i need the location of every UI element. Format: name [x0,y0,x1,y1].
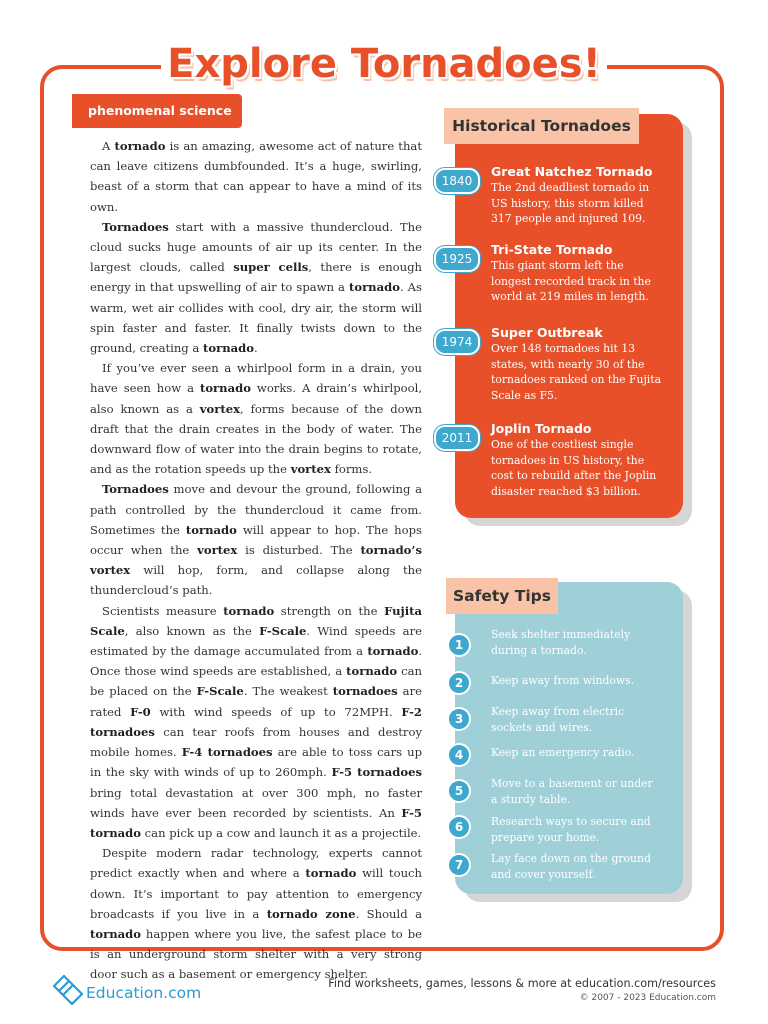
event-item [491,164,663,227]
keyword: tornado [367,644,419,659]
keyword: vortex [290,462,331,477]
keyword: tornado [185,522,237,537]
keyword: F-0 [130,704,151,719]
keyword: Fujita Scale [90,603,423,638]
keyword: super cells [233,260,309,275]
event-name: Super Outbreak [491,325,603,340]
event-description: One of the costliest single tornadoes in US history, the cost to rebuild after the Joplin disaster reached $3 billion. [491,438,657,498]
tip-text: Move to a basement or under a sturdy table. [491,777,653,806]
event-item [491,421,663,499]
keyword: tornadoes [332,684,398,699]
paragraph-3: If you’ve ever seen a whirlpool form in a drain, you have seen how a tornado works. A drain’s whirlpool, also known as a vortex, forms because of the down draft that the drain creates in the body of water. The downward flow of water into the drain begins to rotate, and as the rotation speeds up the vortex forms. [90,361,422,477]
keyword: tornado [348,280,400,295]
keyword: tornado [114,139,166,153]
tip-number: 5 [447,779,471,803]
keyword: tornado [199,381,251,396]
keyword: tornado zone [266,906,356,921]
tip-text: Lay face down on the ground and cover yourself. [491,852,651,881]
tip-text: Research ways to secure and prepare your home. [491,815,651,844]
paragraph-6: Despite modern radar technology, experts cannot predict exactly when and where a tornado will touch down. It’s important to pay attention to emergency broadcasts if you live in a tornado zone. Should a tornado happen where you live, the safest place to be is an underground storm shelter with a very strong door such as a basement or emergency shelter. [90,846,422,982]
keyword: vortex [199,401,241,416]
keyword: Tornadoes [102,482,169,497]
tip-text: Keep an emergency radio. [491,746,635,759]
tip-number: 3 [447,707,471,731]
keyword: tornado [203,341,255,356]
tip-text: Keep away from electric sockets and wires. [491,705,625,734]
category-tag: phenomenal science [72,94,242,128]
historical-heading: Historical Tornadoes [444,108,639,144]
tip-text: Keep away from windows. [491,674,635,687]
keyword: F-Scale [259,623,307,638]
keyword: tornado [90,926,141,941]
keyword: F-5 tornadoes [331,765,422,780]
keyword: F-2 tornadoes [90,704,422,739]
event-description: This giant storm left the longest recorded track in the world at 219 miles in length. [491,259,651,303]
paragraph-2: Tornadoes start with a massive thundercloud. The cloud sucks huge amounts of air up its center. In the largest clouds, called super cells, there is enough energy in that upswelling of air to spawn a tornado. As warm, wet air collides with cool, dry air, the storm will spin faster and faster. It finally twists down to the ground, creating a tornado. [90,219,423,356]
keyword: vortex [197,543,238,558]
tip-number: 7 [447,853,471,877]
event-item [491,325,663,403]
year-badge: 1840 [434,168,480,194]
event-name: Joplin Tornado [491,421,592,436]
tip-text: Seek shelter immediately during a tornado. [491,628,631,657]
tip-number: 2 [447,671,471,695]
paragraph-4: Tornadoes move and devour the ground, following a path controlled by the thundercloud it came from. Sometimes the tornado will appear to hop. The hops occur when the vortex is disturbed. The tornado’s vortex will hop, form, and collapse along the thundercloud’s path. [90,482,422,598]
keyword: tornado [346,664,398,679]
keyword: F-5 tornado [90,805,422,840]
footer-tagline[interactable]: Find worksheets, games, lessons & more at education.com/resources [328,977,716,990]
keyword: tornado [305,866,357,881]
year-badge: 2011 [434,425,480,451]
safety-heading: Safety Tips [446,578,558,614]
logo-wordmark[interactable]: Education.com [86,984,202,1002]
paragraph-1: A tornado is an amazing, awesome act of nature that can leave citizens dumbfounded. It’s a huge, swirling, beast of a storm that can appear to have a mind of its own. [90,139,422,214]
keyword: tornado [223,603,275,618]
event-description: Over 148 tornadoes hit 13 states, with nearly 30 of the tornadoes ranked on the Fujita Scale as F5. [491,342,662,402]
education-logo-icon[interactable] [50,972,86,1008]
keyword: tornado’s vortex [90,543,422,578]
article-body [90,136,422,985]
tip-number: 4 [447,743,471,767]
event-name: Tri-State Tornado [491,242,613,257]
year-badge: 1925 [434,246,480,272]
event-name: Great Natchez Tornado [491,164,653,179]
paragraph-5: Scientists measure tornado strength on the Fujita Scale, also known as the F-Scale. Wind speeds are estimated by the damage accumulated from a tornado. Once those wind speeds are established, a tornado can be placed on the F-Scale. The weakest tornadoes are rated F-0 with wind speeds of up to 72MPH. F-2 tornadoes can tear roofs from houses and destroy mobile homes. F-4 tornadoes are able to toss cars up in the sky with winds of up to 260mph. F-5 tornadoes bring total devastation at over 300 mph, no faster winds have ever been recorded by scientists. An F-5 tornado can pick up a cow and launch it as a projectile. [90,603,423,840]
event-description: The 2nd deadliest tornado in US history, this storm killed 317 people and injured 109. [491,181,650,225]
event-item [491,242,663,305]
page-title: Explore Tornadoes! [0,36,768,92]
tip-number: 6 [447,815,471,839]
footer-copyright: © 2007 - 2023 Education.com [579,993,716,1003]
keyword: Tornadoes [102,219,169,234]
year-badge: 1974 [434,329,480,355]
tip-number: 1 [447,633,471,657]
keyword: F-4 tornadoes [181,745,273,760]
keyword: F-Scale [196,684,244,699]
